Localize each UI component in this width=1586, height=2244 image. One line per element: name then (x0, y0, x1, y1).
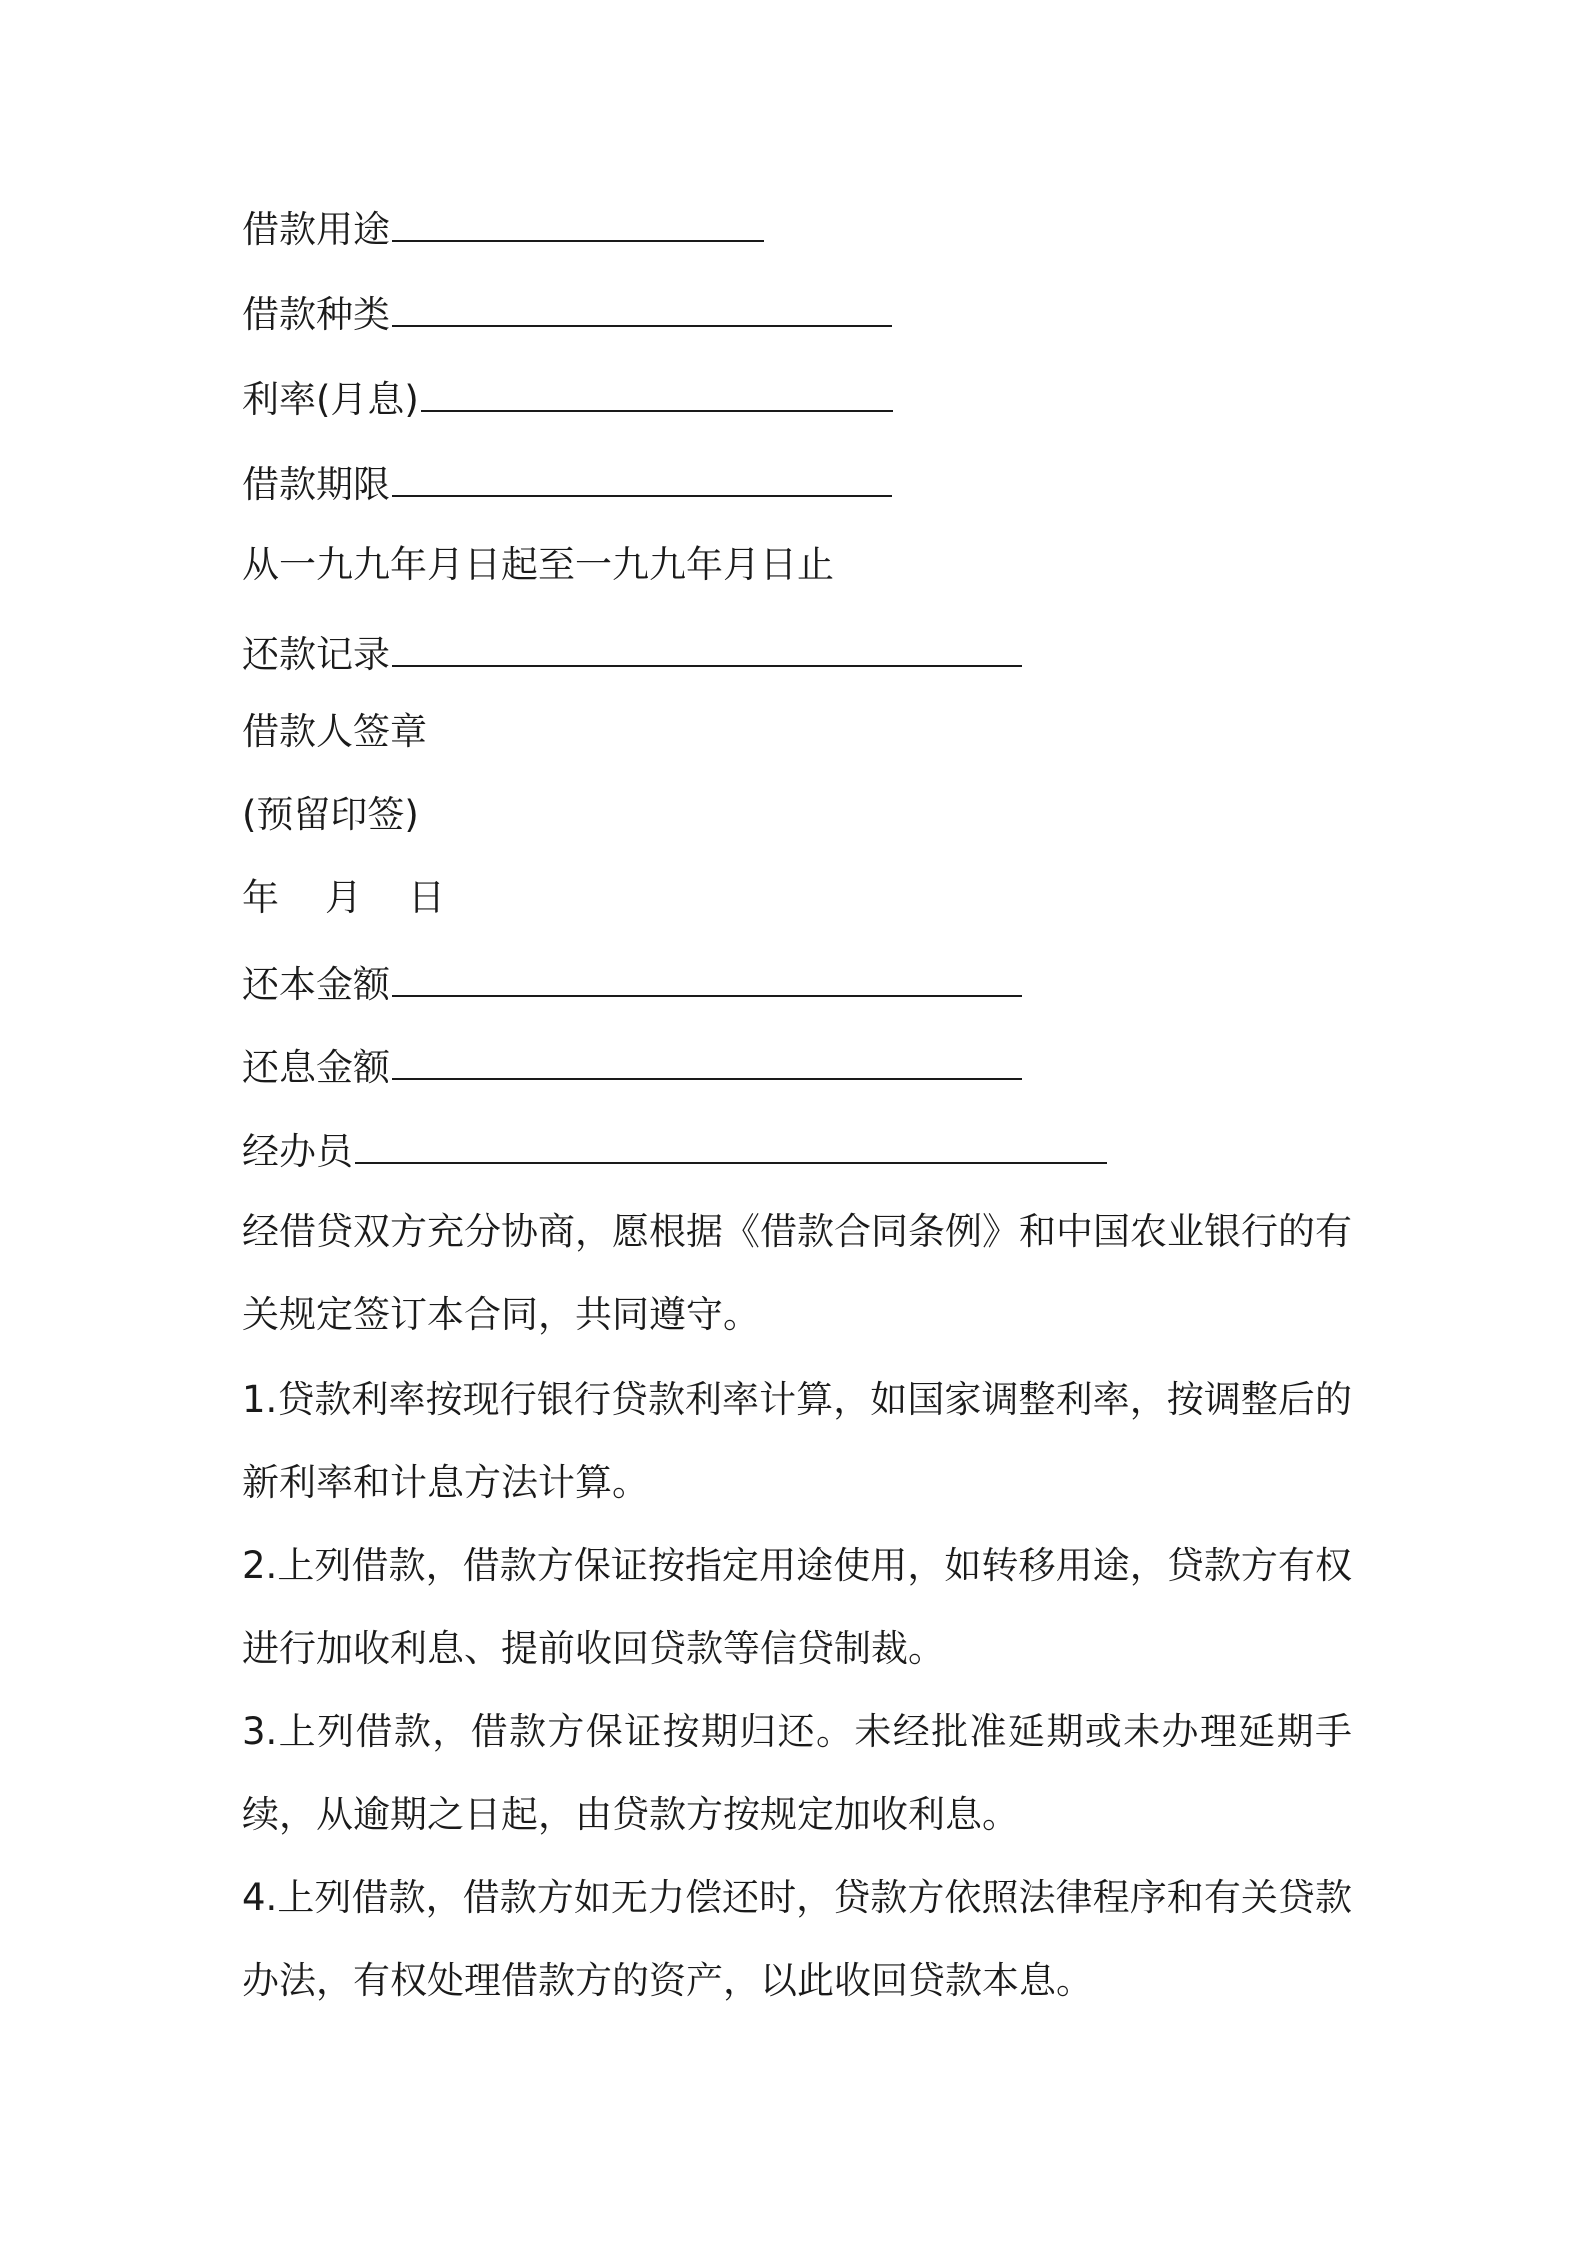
interest-rate-field (242, 375, 893, 425)
loan-purpose-label: 借款用途 (242, 208, 390, 251)
date-day: 日 (408, 876, 445, 919)
handler-blank[interactable] (355, 1130, 1107, 1164)
loan-purpose-field (242, 205, 764, 255)
clause-2: 2.上列借款，借款方保证按指定用途使用，如转移用途，贷款方有权进行加收利息、提前收回贷款等信贷制裁。 (242, 1544, 1352, 1670)
date-month: 月 (325, 876, 362, 919)
loan-purpose-blank[interactable] (392, 208, 764, 242)
repay-interest-label: 还息金额 (242, 1046, 390, 1089)
repay-record-field (242, 630, 1022, 680)
loan-period-text: 从一九九年月日起至一九九年月日止 (242, 543, 834, 586)
loan-type-field (242, 290, 892, 340)
loan-type-blank[interactable] (392, 293, 892, 327)
clause-3: 3.上列借款，借款方保证按期归还。未经批准延期或未办理延期手续，从逾期之日起，由贷款方按规定加收利息。 (242, 1710, 1352, 1836)
clause-1: 1.贷款利率按现行银行贷款利率计算，如国家调整利率，按调整后的新利率和计息方法计算。 (242, 1378, 1352, 1504)
loan-term-field (242, 460, 892, 510)
repay-record-blank[interactable] (392, 633, 1022, 667)
repay-principal-label: 还本金额 (242, 963, 390, 1006)
borrower-seal-label: 借款人签章 (242, 710, 427, 753)
repay-principal-field (242, 960, 1022, 1010)
reserved-seal-label: (预留印签) (242, 793, 419, 836)
loan-term-label: 借款期限 (242, 463, 390, 506)
date-row (242, 873, 491, 923)
handler-field (242, 1127, 1107, 1177)
intro-paragraph: 经借贷双方充分协商，愿根据《借款合同条例》和中国农业银行的有关规定签订本合同，共同遵守。 (242, 1210, 1352, 1336)
repay-interest-blank[interactable] (392, 1046, 1022, 1080)
interest-rate-label: 利率(月息) (242, 378, 419, 421)
date-year: 年 (242, 876, 279, 919)
loan-type-label: 借款种类 (242, 293, 390, 336)
repay-principal-blank[interactable] (392, 963, 1022, 997)
handler-label: 经办员 (242, 1130, 353, 1173)
repay-interest-field (242, 1043, 1022, 1093)
clause-4: 4.上列借款，借款方如无力偿还时，贷款方依照法律程序和有关贷款办法，有权处理借款方的资产，以此收回贷款本息。 (242, 1876, 1352, 2002)
interest-rate-blank[interactable] (421, 378, 893, 412)
loan-term-blank[interactable] (392, 463, 892, 497)
repay-record-label: 还款记录 (242, 633, 390, 676)
